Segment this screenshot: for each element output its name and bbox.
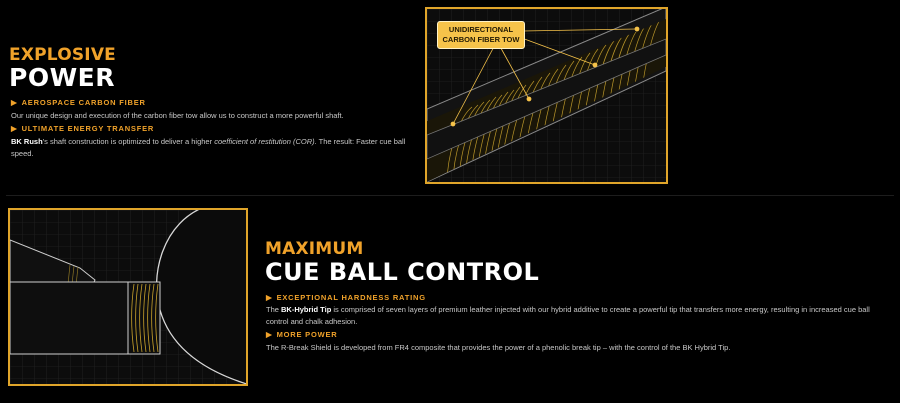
- feature-title: [11, 98, 146, 107]
- cue-ball-control-section: [0, 196, 900, 403]
- desc-text: . The result: Faster cue ball speed.: [11, 137, 406, 158]
- feature-description: The R-Break Shield is developed from FR4 composite that provides the power of a phenolic break tip – with the control of the BK Hybrid Tip.: [266, 343, 731, 352]
- desc-text: The: [266, 305, 282, 314]
- callout-line: UNIDIRECTIONAL: [448, 25, 514, 34]
- desc-text: 's shaft construction is optimized to deliver a higher: [42, 137, 215, 146]
- feature-title-text: MORE POWER: [276, 330, 338, 339]
- arrow-icon: ▶: [266, 293, 273, 302]
- feature-title-text: EXCEPTIONAL HARDNESS RATING: [276, 293, 426, 302]
- section-headline: POWER: [9, 63, 115, 92]
- product-name: BK Rush: [11, 137, 43, 146]
- tip-illustration: [8, 208, 248, 386]
- section-kicker: EXPLOSIVE: [9, 45, 116, 65]
- feature-title-text: AEROSPACE CARBON FIBER: [21, 98, 146, 107]
- section-kicker: MAXIMUM: [265, 239, 364, 259]
- arrow-icon: ▶: [11, 124, 18, 133]
- carbon-fiber-illustration: [425, 7, 668, 184]
- explosive-power-section: [0, 0, 900, 196]
- feature-title: [266, 293, 426, 302]
- feature-title: [266, 330, 338, 339]
- feature-title: [11, 124, 154, 133]
- feature-description: Our unique design and execution of the carbon fiber tow allow us to construct a more powerful shaft.: [11, 111, 344, 120]
- callout-line: CARBON FIBER TOW: [442, 34, 520, 44]
- product-name: BK-Hybrid Tip: [281, 305, 332, 314]
- cue-tip-diagram: [10, 210, 246, 384]
- callout-label: [437, 21, 525, 49]
- feature-title-text: ULTIMATE ENERGY TRANSFER: [21, 124, 155, 133]
- arrow-icon: ▶: [11, 98, 18, 107]
- feature-description: [11, 136, 421, 159]
- section-headline: CUE BALL CONTROL: [265, 258, 540, 286]
- arrow-icon: ▶: [266, 330, 273, 339]
- desc-italic: coefficient of restitution (COR): [214, 137, 315, 146]
- feature-description: [266, 304, 891, 327]
- desc-text: is comprised of seven layers of premium leather injected with our hybrid additive to create a powerful tip that transfers more energy, resulting in increased cue ball control and chalk adhesion.: [266, 305, 870, 326]
